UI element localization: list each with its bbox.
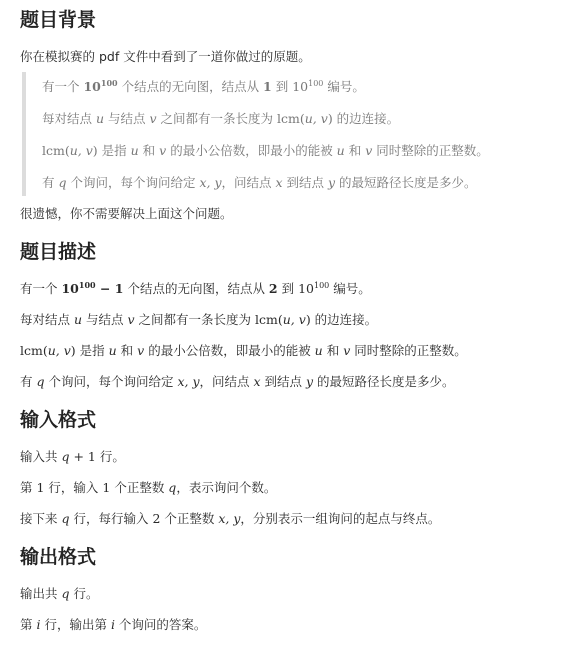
description-line-3: lcm(u, v) 是指 u 和 v 的最小公倍数，即最小的能被 u 和 v 同时整除的正整数。 [20, 343, 467, 358]
input-line-1: 输入共 q + 1 行。 [20, 449, 125, 464]
output-line-2: 第 i 行，输出第 i 个询问的答案。 [20, 617, 207, 632]
section-title-input: 输入格式 [20, 409, 97, 431]
background-intro: 你在模拟赛的 pdf 文件中看到了一道你做过的原题。 [20, 49, 311, 64]
description-line-4: 有 q 个询问，每个询问给定 x, y，问结点 x 到结点 y 的最短路径长度是多少。 [20, 374, 455, 389]
output-line-1: 输出共 q 行。 [20, 586, 99, 601]
quote-line-4: 有 q 个询问，每个询问给定 x, y，问结点 x 到结点 y 的最短路径长度是多少。 [42, 175, 477, 190]
quote-line-1: 有一个 $10^{100}$ 个结点的无向图，结点从 1 到 $10^{100}$ 编号。 [42, 78, 365, 94]
quote-line-2: 每对结点 u 与结点 v 之间都有一条长度为 lcm(u, v) 的边连接。 [42, 111, 400, 126]
input-line-3: 接下来 q 行，每行输入 2 个正整数 x, y，分别表示一组询问的起点与终点。 [20, 511, 441, 526]
section-title-background: 题目背景 [20, 9, 97, 31]
description-line-2: 每对结点 u 与结点 v 之间都有一条长度为 lcm(u, v) 的边连接。 [20, 312, 378, 327]
input-line-2: 第 1 行，输入 1 个正整数 q，表示询问个数。 [20, 480, 277, 495]
section-title-output: 输出格式 [20, 546, 97, 568]
background-outro: 很遗憾，你不需要解决上面这个问题。 [20, 206, 233, 221]
description-line-1: 有一个 $10^{100} - 1$ 个结点的无向图，结点从 2 到 $10^{100}$ 编号。 [20, 280, 371, 296]
background-quote [22, 72, 546, 196]
quote-line-3: lcm(u, v) 是指 u 和 v 的最小公倍数，即最小的能被 u 和 v 同时整除的正整数。 [42, 143, 489, 158]
section-title-description: 题目描述 [20, 241, 97, 263]
